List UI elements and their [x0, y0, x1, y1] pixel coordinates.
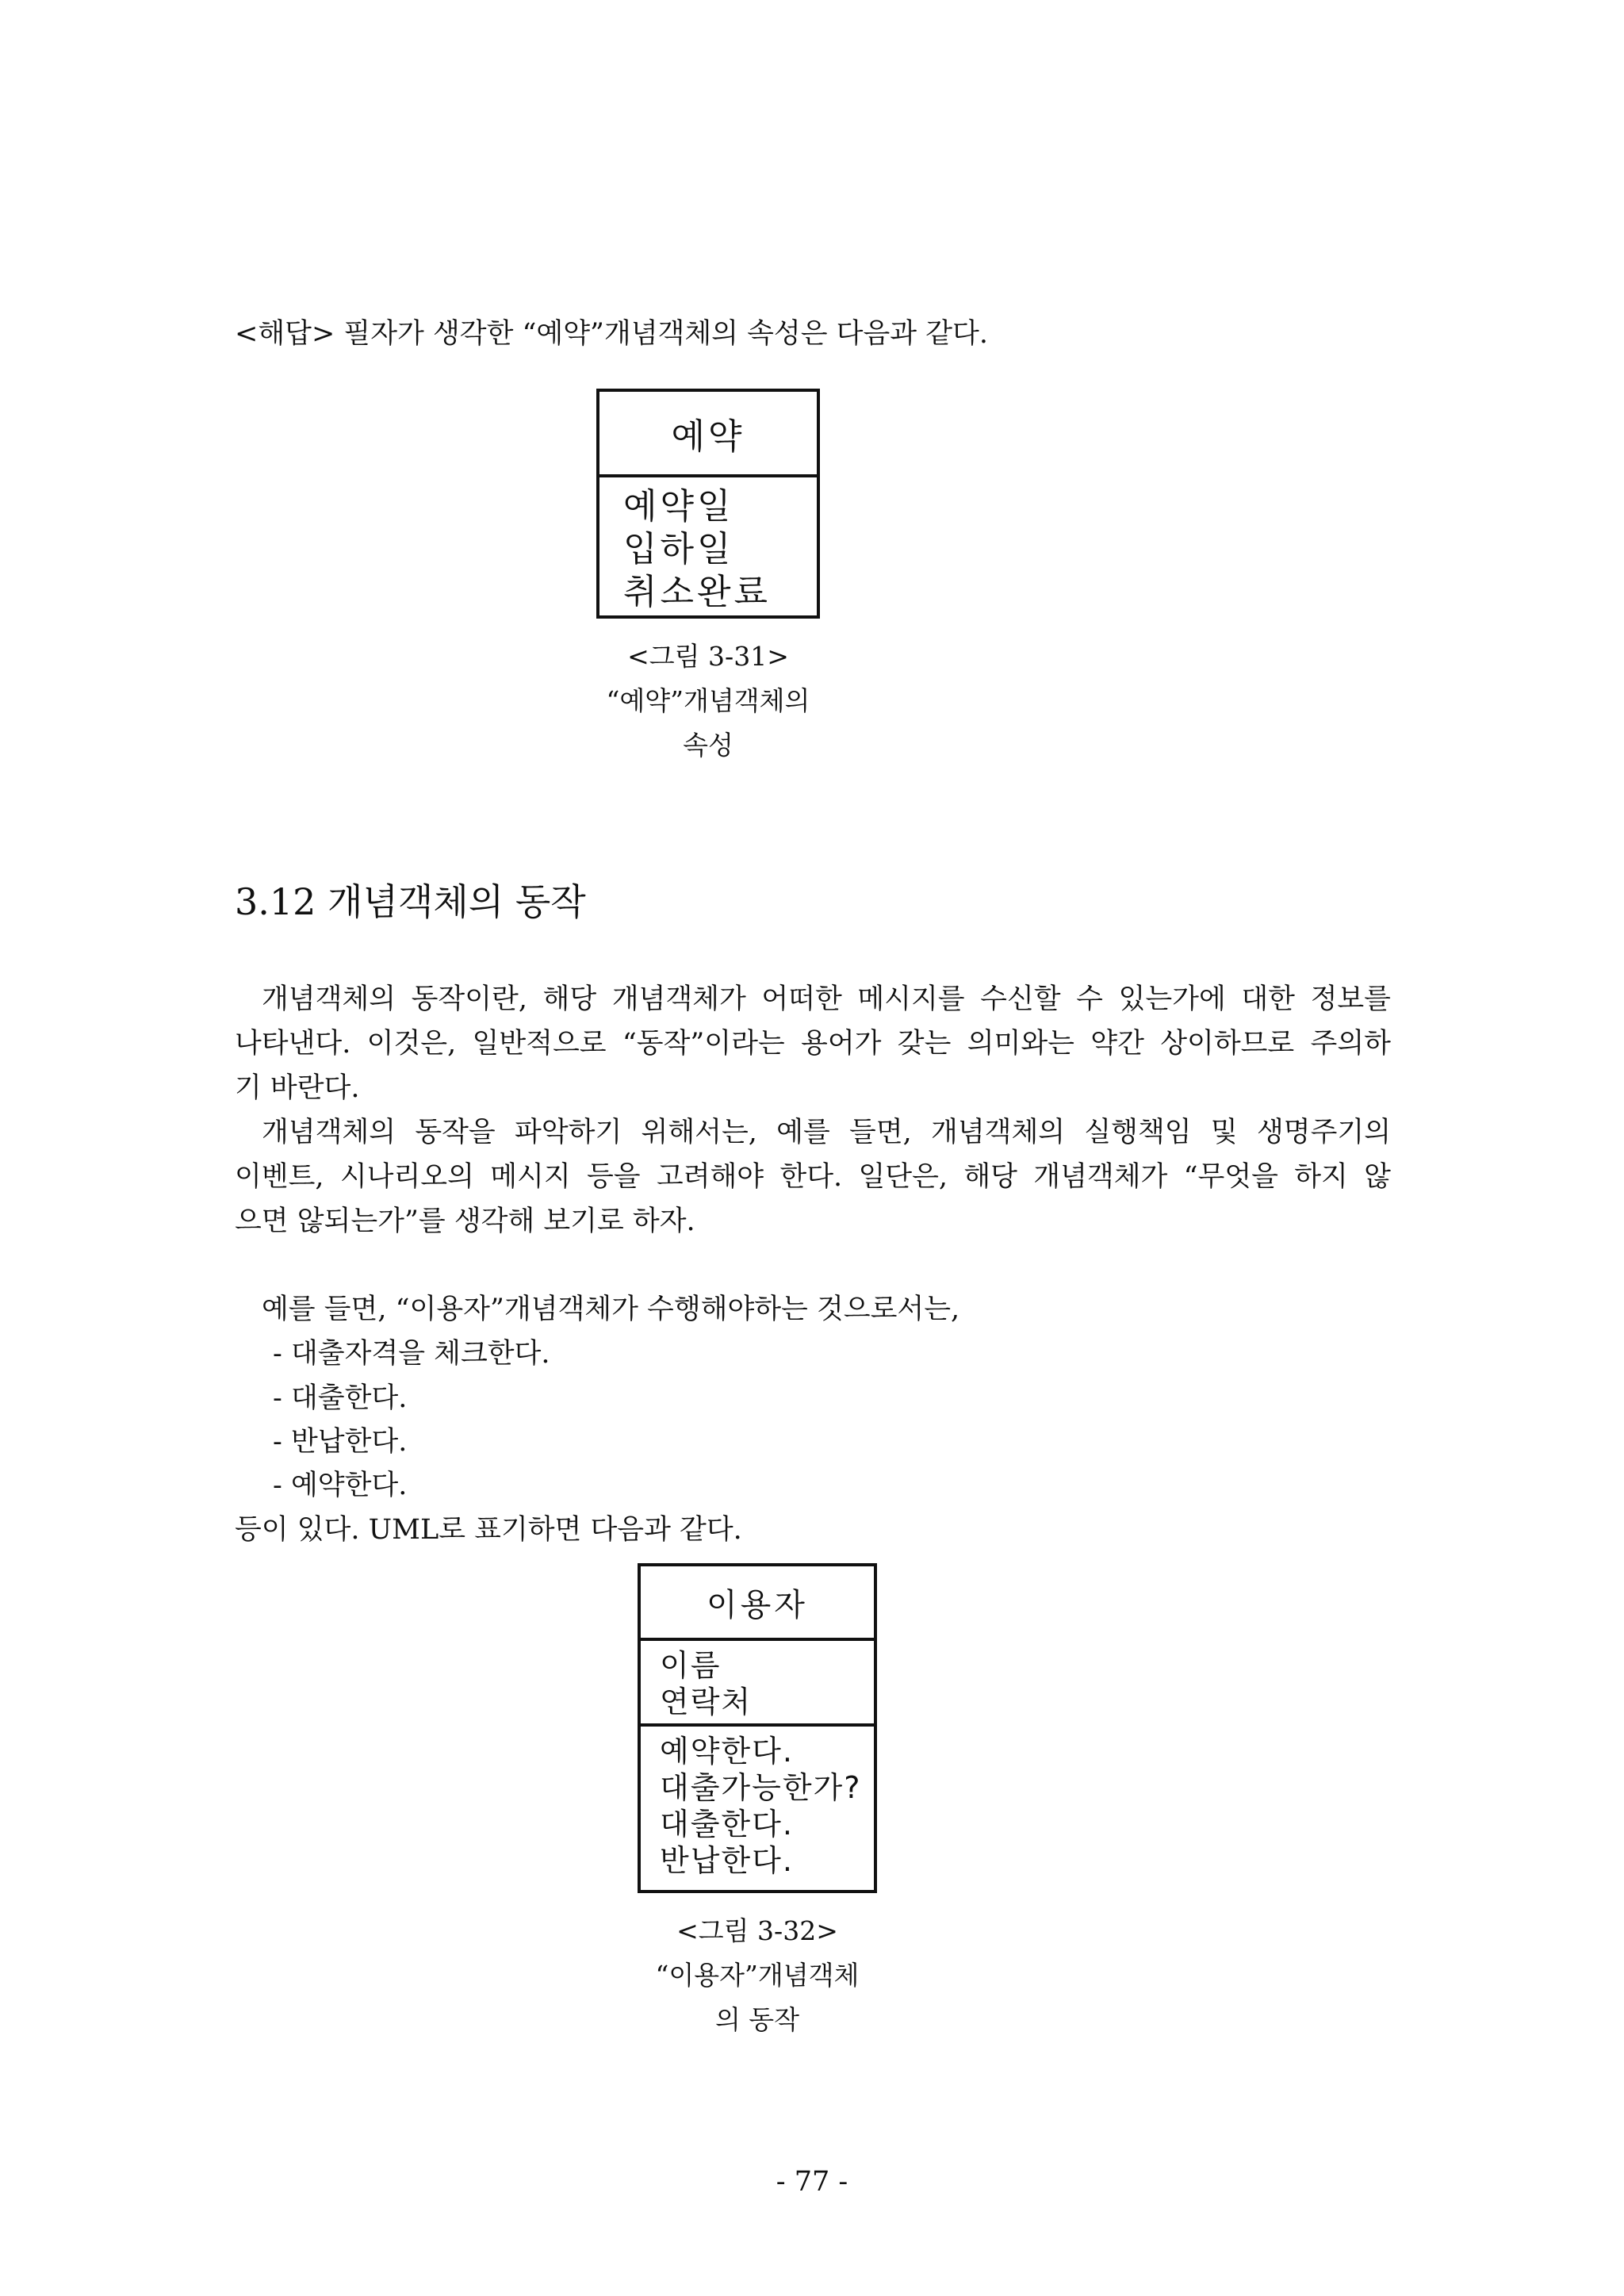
uml-attribute: 이름 — [660, 1648, 722, 1683]
figure-number: <그림 3-31> — [627, 641, 789, 672]
list-item: - 대출한다. — [273, 1382, 408, 1414]
list-item: - 반납한다. — [273, 1426, 408, 1458]
list-item: - 예약한다. — [273, 1470, 408, 1501]
page-number: - 77 - — [776, 2166, 848, 2198]
figure-title-line: “이용자”개념객체 — [655, 1960, 860, 1991]
figure-caption — [599, 1909, 916, 2042]
paragraph-line: 기 바란다. — [235, 1072, 360, 1104]
uml-class-name: 예약 — [599, 392, 817, 477]
uml-operation: 대출가능한가? — [660, 1770, 862, 1805]
paragraph-line: 나타낸다. 이것은, 일반적으로 “동작”이라는 용어가 갖는 의미와는 약간 상이하므로 주의하 — [235, 1028, 1391, 1060]
uml-operation: 대출한다. — [660, 1807, 794, 1842]
figure-title-line: “예약”개념객체의 — [606, 685, 810, 716]
uml-attributes-section — [599, 477, 817, 614]
uml-class-name: 이용자 — [641, 1566, 874, 1641]
uml-attributes-section — [641, 1641, 874, 1727]
paragraph-line: 이벤트, 시나리오의 메시지 등을 고려해야 한다. 일단은, 해당 개념객체가 “무엇을 하지 않 — [235, 1161, 1391, 1193]
uml-attribute: 취소완료 — [623, 572, 772, 612]
section-heading: 3.12 개념객체의 동작 — [235, 880, 586, 923]
figure-number: <그림 3-32> — [676, 1915, 838, 1946]
figure-caption — [550, 634, 867, 768]
example-intro: 예를 들면, “이용자”개념객체가 수행해야하는 것으로서는, — [262, 1294, 960, 1325]
intro-line: <해답> 필자가 생각한 “예약”개념객체의 속성은 다음과 같다. — [235, 318, 988, 350]
figure-title-line: 속성 — [683, 730, 733, 761]
paragraph-line: 개념객체의 동작이란, 해당 개념객체가 어떠한 메시지를 수신할 수 있는가에 대한 정보를 — [262, 983, 1391, 1015]
paragraph-line: 으면 않되는가”를 생각해 보기로 하자. — [235, 1205, 695, 1237]
uml-operations-section — [641, 1727, 874, 1884]
uml-operation: 반납한다. — [660, 1843, 794, 1878]
paragraph-line: 개념객체의 동작을 파악하기 위해서는, 예를 들면, 개념객체의 실행책임 및 생명주기의 — [262, 1117, 1391, 1148]
uml-attribute: 연락처 — [660, 1685, 753, 1719]
list-item: - 대출자격을 체크한다. — [273, 1338, 550, 1370]
uml-attribute: 입하일 — [623, 529, 734, 569]
figure-title-line: 의 동작 — [714, 2004, 800, 2035]
uml-operation: 예약한다. — [660, 1734, 794, 1769]
uml-class-box-user — [638, 1563, 877, 1893]
example-outro: 등이 있다. UML로 표기하면 다음과 같다. — [235, 1514, 742, 1546]
uml-class-box-reservation — [596, 389, 820, 619]
uml-attribute: 예약일 — [623, 486, 734, 527]
